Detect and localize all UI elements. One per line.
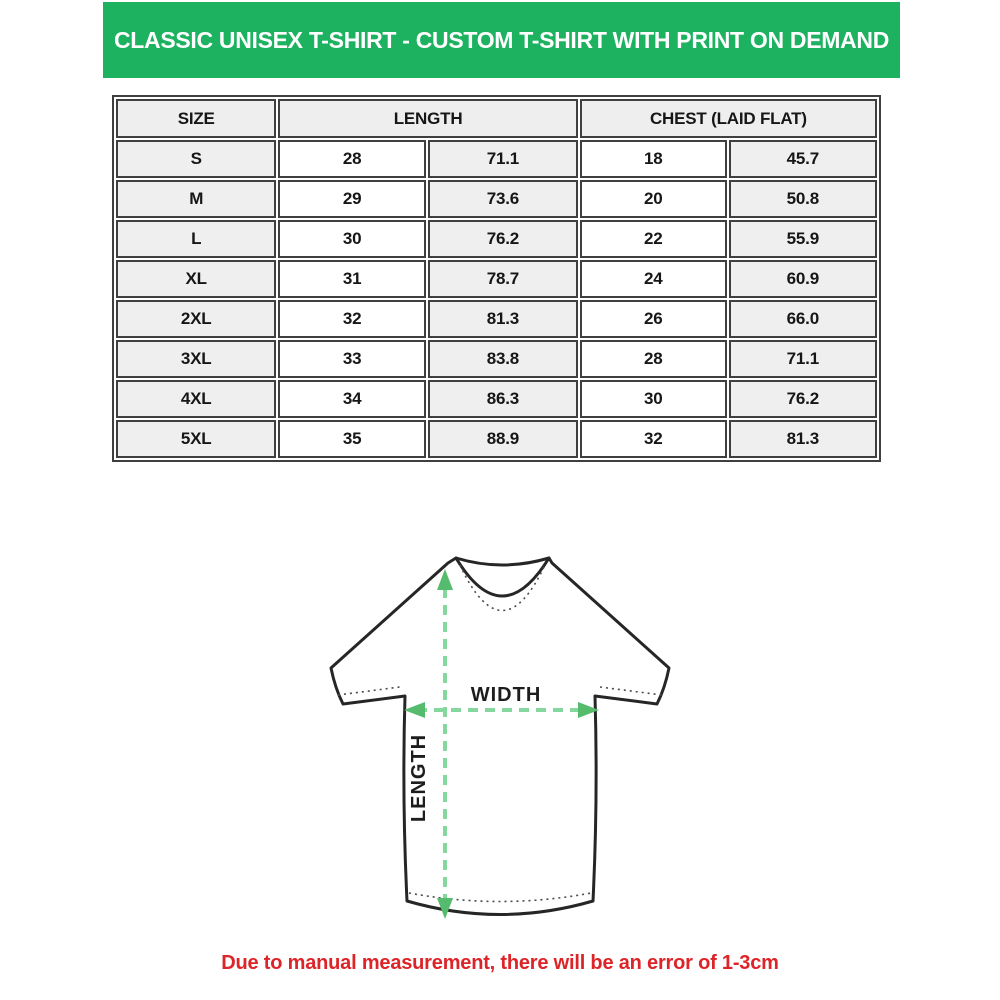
tshirt-diagram <box>290 548 710 940</box>
chest-inches-cell: 26 <box>580 300 727 338</box>
size-table-row <box>116 380 877 418</box>
chest-inches-cell: 32 <box>580 420 727 458</box>
size-table <box>112 95 881 462</box>
size-cell: 4XL <box>116 380 276 418</box>
size-cell: 3XL <box>116 340 276 378</box>
length-label: LENGTH <box>408 733 430 823</box>
length-inches-cell: 33 <box>278 340 426 378</box>
page-title: CLASSIC UNISEX T-SHIRT - CUSTOM T-SHIRT WITH PRINT ON DEMAND <box>113 26 890 53</box>
length-inches-cell: 28 <box>278 140 426 178</box>
size-table-header-row <box>116 99 877 138</box>
length-cm-cell: 83.8 <box>428 340 578 378</box>
size-table-body <box>116 140 877 458</box>
chest-cm-cell: 66.0 <box>729 300 877 338</box>
size-cell: 5XL <box>116 420 276 458</box>
chest-cm-cell: 55.9 <box>729 220 877 258</box>
length-inches-cell: 30 <box>278 220 426 258</box>
size-cell: S <box>116 140 276 178</box>
column-header-chest: CHEST (LAID FLAT) <box>580 99 877 138</box>
length-cm-cell: 71.1 <box>428 140 578 178</box>
size-table-row <box>116 300 877 338</box>
chest-cm-cell: 60.9 <box>729 260 877 298</box>
length-inches-cell: 32 <box>278 300 426 338</box>
size-table-row <box>116 140 877 178</box>
chest-inches-cell: 18 <box>580 140 727 178</box>
length-cm-cell: 88.9 <box>428 420 578 458</box>
tshirt-outline-graphic <box>331 558 669 915</box>
chest-inches-cell: 28 <box>580 340 727 378</box>
tshirt-diagram-svg <box>290 548 710 940</box>
length-inches-cell: 29 <box>278 180 426 218</box>
chest-cm-cell: 76.2 <box>729 380 877 418</box>
length-cm-cell: 73.6 <box>428 180 578 218</box>
column-header-size: SIZE <box>116 99 276 138</box>
chest-inches-cell: 30 <box>580 380 727 418</box>
length-inches-cell: 34 <box>278 380 426 418</box>
length-cm-cell: 86.3 <box>428 380 578 418</box>
length-cm-cell: 78.7 <box>428 260 578 298</box>
length-cm-cell: 76.2 <box>428 220 578 258</box>
size-table-row <box>116 340 877 378</box>
width-label: WIDTH <box>470 684 542 706</box>
size-table-row <box>116 180 877 218</box>
length-inches-cell: 35 <box>278 420 426 458</box>
size-table-row <box>116 260 877 298</box>
size-cell: M <box>116 180 276 218</box>
chest-inches-cell: 24 <box>580 260 727 298</box>
chest-cm-cell: 81.3 <box>729 420 877 458</box>
chest-cm-cell: 45.7 <box>729 140 877 178</box>
chest-inches-cell: 22 <box>580 220 727 258</box>
size-cell: 2XL <box>116 300 276 338</box>
column-header-length: LENGTH <box>278 99 577 138</box>
chest-cm-cell: 71.1 <box>729 340 877 378</box>
title-banner <box>103 2 900 78</box>
size-cell: XL <box>116 260 276 298</box>
measurement-note: Due to manual measurement, there will be an error of 1-3cm <box>221 952 779 974</box>
size-table-row <box>116 220 877 258</box>
size-cell: L <box>116 220 276 258</box>
size-table-row <box>116 420 877 458</box>
length-cm-cell: 81.3 <box>428 300 578 338</box>
chest-cm-cell: 50.8 <box>729 180 877 218</box>
chest-inches-cell: 20 <box>580 180 727 218</box>
length-inches-cell: 31 <box>278 260 426 298</box>
